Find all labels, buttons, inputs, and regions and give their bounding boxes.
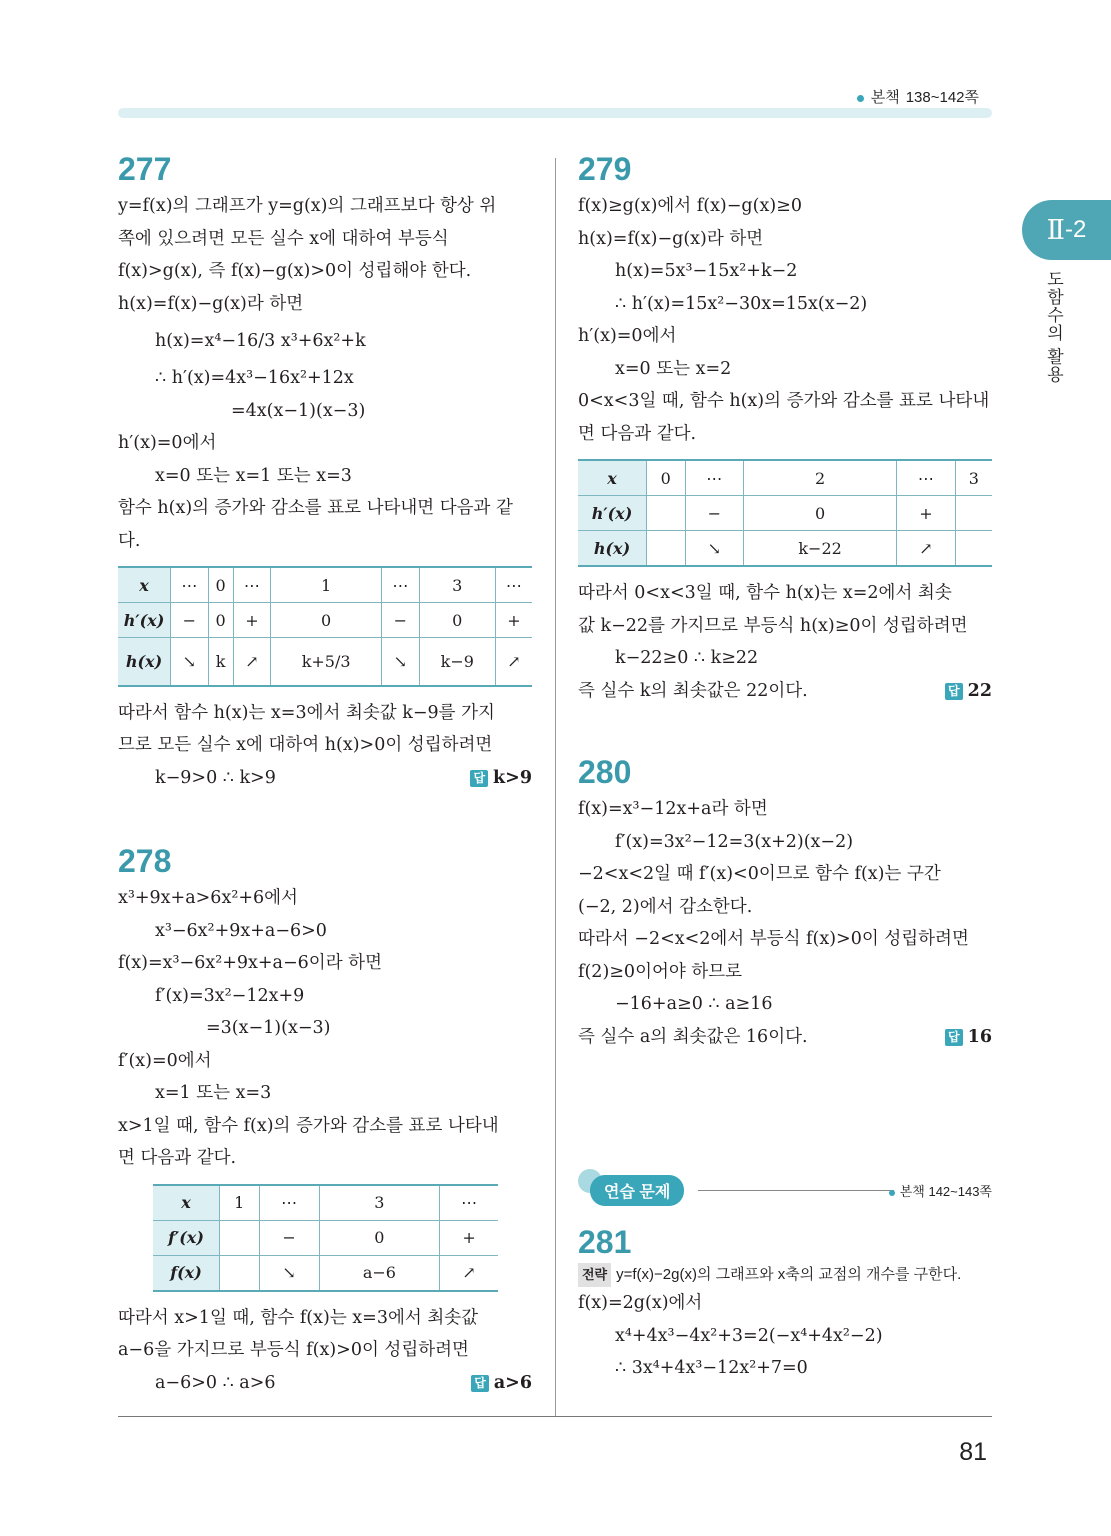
table-row: [578, 496, 992, 531]
answer-line: [578, 1021, 992, 1054]
solution-line: h(x)=f(x)−g(x)라 하면: [118, 293, 304, 314]
table-cell: ⋯: [259, 1185, 319, 1221]
solution-line: f′(x)=3x²−12x+9: [155, 985, 305, 1006]
table-row: [153, 1185, 498, 1221]
table-cell: 0: [647, 460, 686, 496]
table-cell: x: [153, 1185, 220, 1221]
table-row: [118, 603, 532, 638]
table-cell: f′(x): [153, 1220, 220, 1255]
table-cell: ⋯: [685, 460, 744, 496]
table-cell: −: [171, 603, 209, 638]
solution-line: a−6을 가지므로 부등식 f(x)>0이 성립하려면: [118, 1340, 469, 1360]
final-step: 즉 실수 k의 최솟값은 22이다.: [578, 680, 808, 701]
solution-line: k−22≥0 ∴ k≥22: [615, 648, 759, 668]
left-column: [118, 150, 532, 1399]
header-bar: [118, 108, 992, 118]
table-cell: +: [897, 496, 956, 531]
answer: [471, 1367, 532, 1400]
answer-line: [118, 762, 532, 795]
table-cell: ↘: [171, 638, 209, 686]
table-row: [578, 531, 992, 567]
footer-rule: [118, 1416, 992, 1417]
table-cell: x: [118, 567, 171, 603]
strategy-note: [578, 1263, 992, 1287]
solution-line: 따라서 함수 h(x)는 x=3에서 최솟값 k−9를 가지: [118, 702, 495, 723]
solution-line: 함수 h(x)의 증가와 감소를 표로 나타내면 다음과 같다.: [118, 498, 513, 551]
table-cell: −: [259, 1220, 319, 1255]
strategy-text: y=f(x)−2g(x)의 그래프와 x축의 교점의 개수를 구한다.: [616, 1266, 962, 1283]
table-cell: ⋯: [381, 567, 419, 603]
header-ref: 본책: [870, 89, 900, 106]
problem-number: 278: [118, 843, 172, 879]
table-cell: k−9: [419, 638, 495, 686]
solution-line: h(x)=5x³−15x²+k−2: [615, 261, 798, 281]
variation-table: [118, 566, 532, 687]
table-cell: −: [685, 496, 744, 531]
table-cell: [955, 531, 992, 567]
practice-ref: 본책 142~143쪽: [889, 1181, 992, 1200]
final-step: 즉 실수 a의 최솟값은 16이다.: [578, 1026, 808, 1047]
table-cell: k−22: [744, 531, 897, 567]
solution-line: y=f(x)의 그래프가 y=g(x)의 그래프보다 항상 위: [118, 196, 497, 216]
problem-number: 277: [118, 151, 172, 187]
solution-line: h(x)=f(x)−g(x)라 하면: [578, 228, 764, 249]
table-cell: h(x): [118, 638, 171, 686]
table-cell: h(x): [578, 531, 647, 567]
solution-line: 따라서 x>1일 때, 함수 f(x)는 x=3에서 최솟값: [118, 1307, 479, 1328]
table-cell: h′(x): [578, 496, 647, 531]
table-cell: f(x): [153, 1255, 220, 1291]
solution-line: x=0 또는 x=1 또는 x=3: [155, 465, 352, 486]
page-header: [857, 86, 979, 107]
solution-line: h′(x)=0에서: [118, 433, 217, 453]
solution-line: f′(x)=0에서: [118, 1050, 212, 1071]
table-cell: 1: [220, 1185, 260, 1221]
table-cell: ↗: [233, 638, 271, 686]
table-cell: ⋯: [495, 567, 532, 603]
solution-line: h(x)=x⁴−16/3 x³+6x²+k: [155, 331, 366, 351]
table-cell: [220, 1255, 260, 1291]
solution-line: x=0 또는 x=2: [615, 358, 732, 379]
solution-line: 면 다음과 같다.: [118, 1148, 237, 1168]
practice-label: 연습 문제: [590, 1175, 684, 1206]
table-cell: [647, 496, 686, 531]
solution-line: x>1일 때, 함수 f(x)의 증가와 감소를 표로 나타내: [118, 1115, 499, 1136]
solution-line: 값 k−22를 가지므로 부등식 h(x)≥0이 성립하려면: [578, 615, 968, 636]
solution-line: 므로 모든 실수 x에 대하여 h(x)>0이 성립하려면: [118, 735, 493, 755]
final-step: k−9>0 ∴ k>9: [155, 767, 276, 788]
solution-line: f(x)=x³−12x+a라 하면: [578, 799, 768, 819]
table-cell: +: [233, 603, 271, 638]
solution-line: f′(x)=3x²−12=3(x+2)(x−2): [615, 831, 854, 852]
solution-line: (−2, 2)에서 감소한다.: [578, 896, 753, 917]
chapter-roman: Ⅱ: [1046, 214, 1065, 246]
table-cell: +: [495, 603, 532, 638]
answer-line: [578, 675, 992, 708]
table-cell: 0: [208, 567, 233, 603]
table-cell: [955, 496, 992, 531]
chapter-suffix: -2: [1065, 216, 1087, 243]
table-cell: ⋯: [440, 1185, 498, 1221]
solution-line: ∴ h′(x)=15x²−30x=15x(x−2): [615, 293, 868, 314]
answer-badge: 답: [945, 1029, 963, 1046]
table-cell: [220, 1220, 260, 1255]
solution-line: f(x)>g(x), 즉 f(x)−g(x)>0이 성립해야 한다.: [118, 261, 472, 281]
answer-value: k>9: [493, 767, 532, 788]
table-row: [118, 638, 532, 686]
solution-line: ∴ 3x⁴+4x³−12x²+7=0: [615, 1358, 808, 1378]
solution-line: x⁴+4x³−4x²+3=2(−x⁴+4x²−2): [615, 1325, 883, 1346]
table-cell: ⋯: [897, 460, 956, 496]
answer: [945, 675, 992, 708]
right-column: [578, 150, 992, 1385]
table-cell: ↗: [897, 531, 956, 567]
table-cell: ⋯: [233, 567, 271, 603]
table-cell: a−6: [319, 1255, 440, 1291]
table-cell: 1: [271, 567, 382, 603]
solution-line: f(2)≥0이어야 하므로: [578, 961, 743, 982]
solution-line: f(x)=x³−6x²+9x+a−6이라 하면: [118, 953, 382, 973]
solution-line: x³−6x²+9x+a−6>0: [155, 920, 327, 941]
solution-line: x³+9x+a>6x²+6에서: [118, 888, 298, 908]
solution-line: =3(x−1)(x−3): [206, 1018, 331, 1038]
table-cell: 0: [208, 603, 233, 638]
divider: [698, 1190, 894, 1191]
answer-badge: 답: [945, 683, 963, 700]
solution-line: 따라서 0<x<3일 때, 함수 h(x)는 x=2에서 최솟: [578, 583, 952, 603]
table-cell: −: [381, 603, 419, 638]
answer-value: 22: [967, 680, 992, 701]
answer: [470, 762, 532, 795]
final-step: a−6>0 ∴ a>6: [155, 1372, 276, 1393]
solution-line: 따라서 −2<x<2에서 부등식 f(x)>0이 성립하려면: [578, 929, 969, 949]
answer-value: a>6: [493, 1372, 532, 1393]
problem-number: 279: [578, 151, 632, 187]
table-cell: h′(x): [118, 603, 171, 638]
table-cell: 3: [955, 460, 992, 496]
table-cell: 0: [319, 1220, 440, 1255]
answer: [945, 1021, 992, 1054]
table-cell: ↘: [259, 1255, 319, 1291]
solution-line: ∴ h′(x)=4x³−16x²+12x: [155, 368, 354, 388]
table-cell: ↗: [440, 1255, 498, 1291]
table-cell: [647, 531, 686, 567]
table-cell: x: [578, 460, 647, 496]
strategy-tag: 전략: [578, 1263, 611, 1287]
table-cell: 0: [744, 496, 897, 531]
table-row: [153, 1220, 498, 1255]
table-row: [153, 1255, 498, 1291]
table-cell: 0: [271, 603, 382, 638]
header-pages: 138~142쪽: [905, 89, 979, 106]
bullet-icon: [857, 95, 864, 102]
table-cell: ↘: [381, 638, 419, 686]
answer-badge: 답: [471, 1375, 489, 1392]
answer-badge: 답: [470, 770, 488, 787]
table-row: [118, 567, 532, 603]
table-cell: 2: [744, 460, 897, 496]
practice-section-header: [578, 1171, 992, 1209]
table-cell: 3: [319, 1185, 440, 1221]
variation-table: [153, 1184, 498, 1292]
table-cell: 3: [419, 567, 495, 603]
answer-value: 16: [967, 1026, 992, 1047]
solution-line: =4x(x−1)(x−3): [231, 400, 366, 421]
problem-number: 280: [578, 754, 632, 790]
solution-line: f(x)≥g(x)에서 f(x)−g(x)≥0: [578, 196, 802, 216]
table-cell: k: [208, 638, 233, 686]
table-cell: ↘: [685, 531, 744, 567]
chapter-tab: [1022, 200, 1111, 260]
table-cell: ↗: [495, 638, 532, 686]
problem-number: 281: [578, 1224, 632, 1260]
solution-line: −16+a≥0 ∴ a≥16: [615, 994, 773, 1014]
variation-table: [578, 459, 992, 567]
table-cell: k+5/3: [271, 638, 382, 686]
solution-line: h′(x)=0에서: [578, 326, 677, 346]
page-number: 81: [959, 1438, 987, 1466]
table-row: [578, 460, 992, 496]
answer-line: [118, 1367, 532, 1400]
solution-line: f(x)=2g(x)에서: [578, 1293, 703, 1313]
solution-line: 0<x<3일 때, 함수 h(x)의 증가와 감소를 표로 나타내면 다음과 같다.: [578, 391, 990, 444]
table-cell: 0: [419, 603, 495, 638]
solution-line: 쪽에 있으려면 모든 실수 x에 대하여 부등식: [118, 228, 449, 249]
table-cell: ⋯: [171, 567, 209, 603]
chapter-title: 도함수의 활용: [1044, 270, 1063, 384]
solution-line: x=1 또는 x=3: [155, 1083, 272, 1103]
solution-line: −2<x<2일 때 f′(x)<0이므로 함수 f(x)는 구간: [578, 864, 941, 884]
table-cell: +: [440, 1220, 498, 1255]
column-divider: [555, 158, 556, 1416]
